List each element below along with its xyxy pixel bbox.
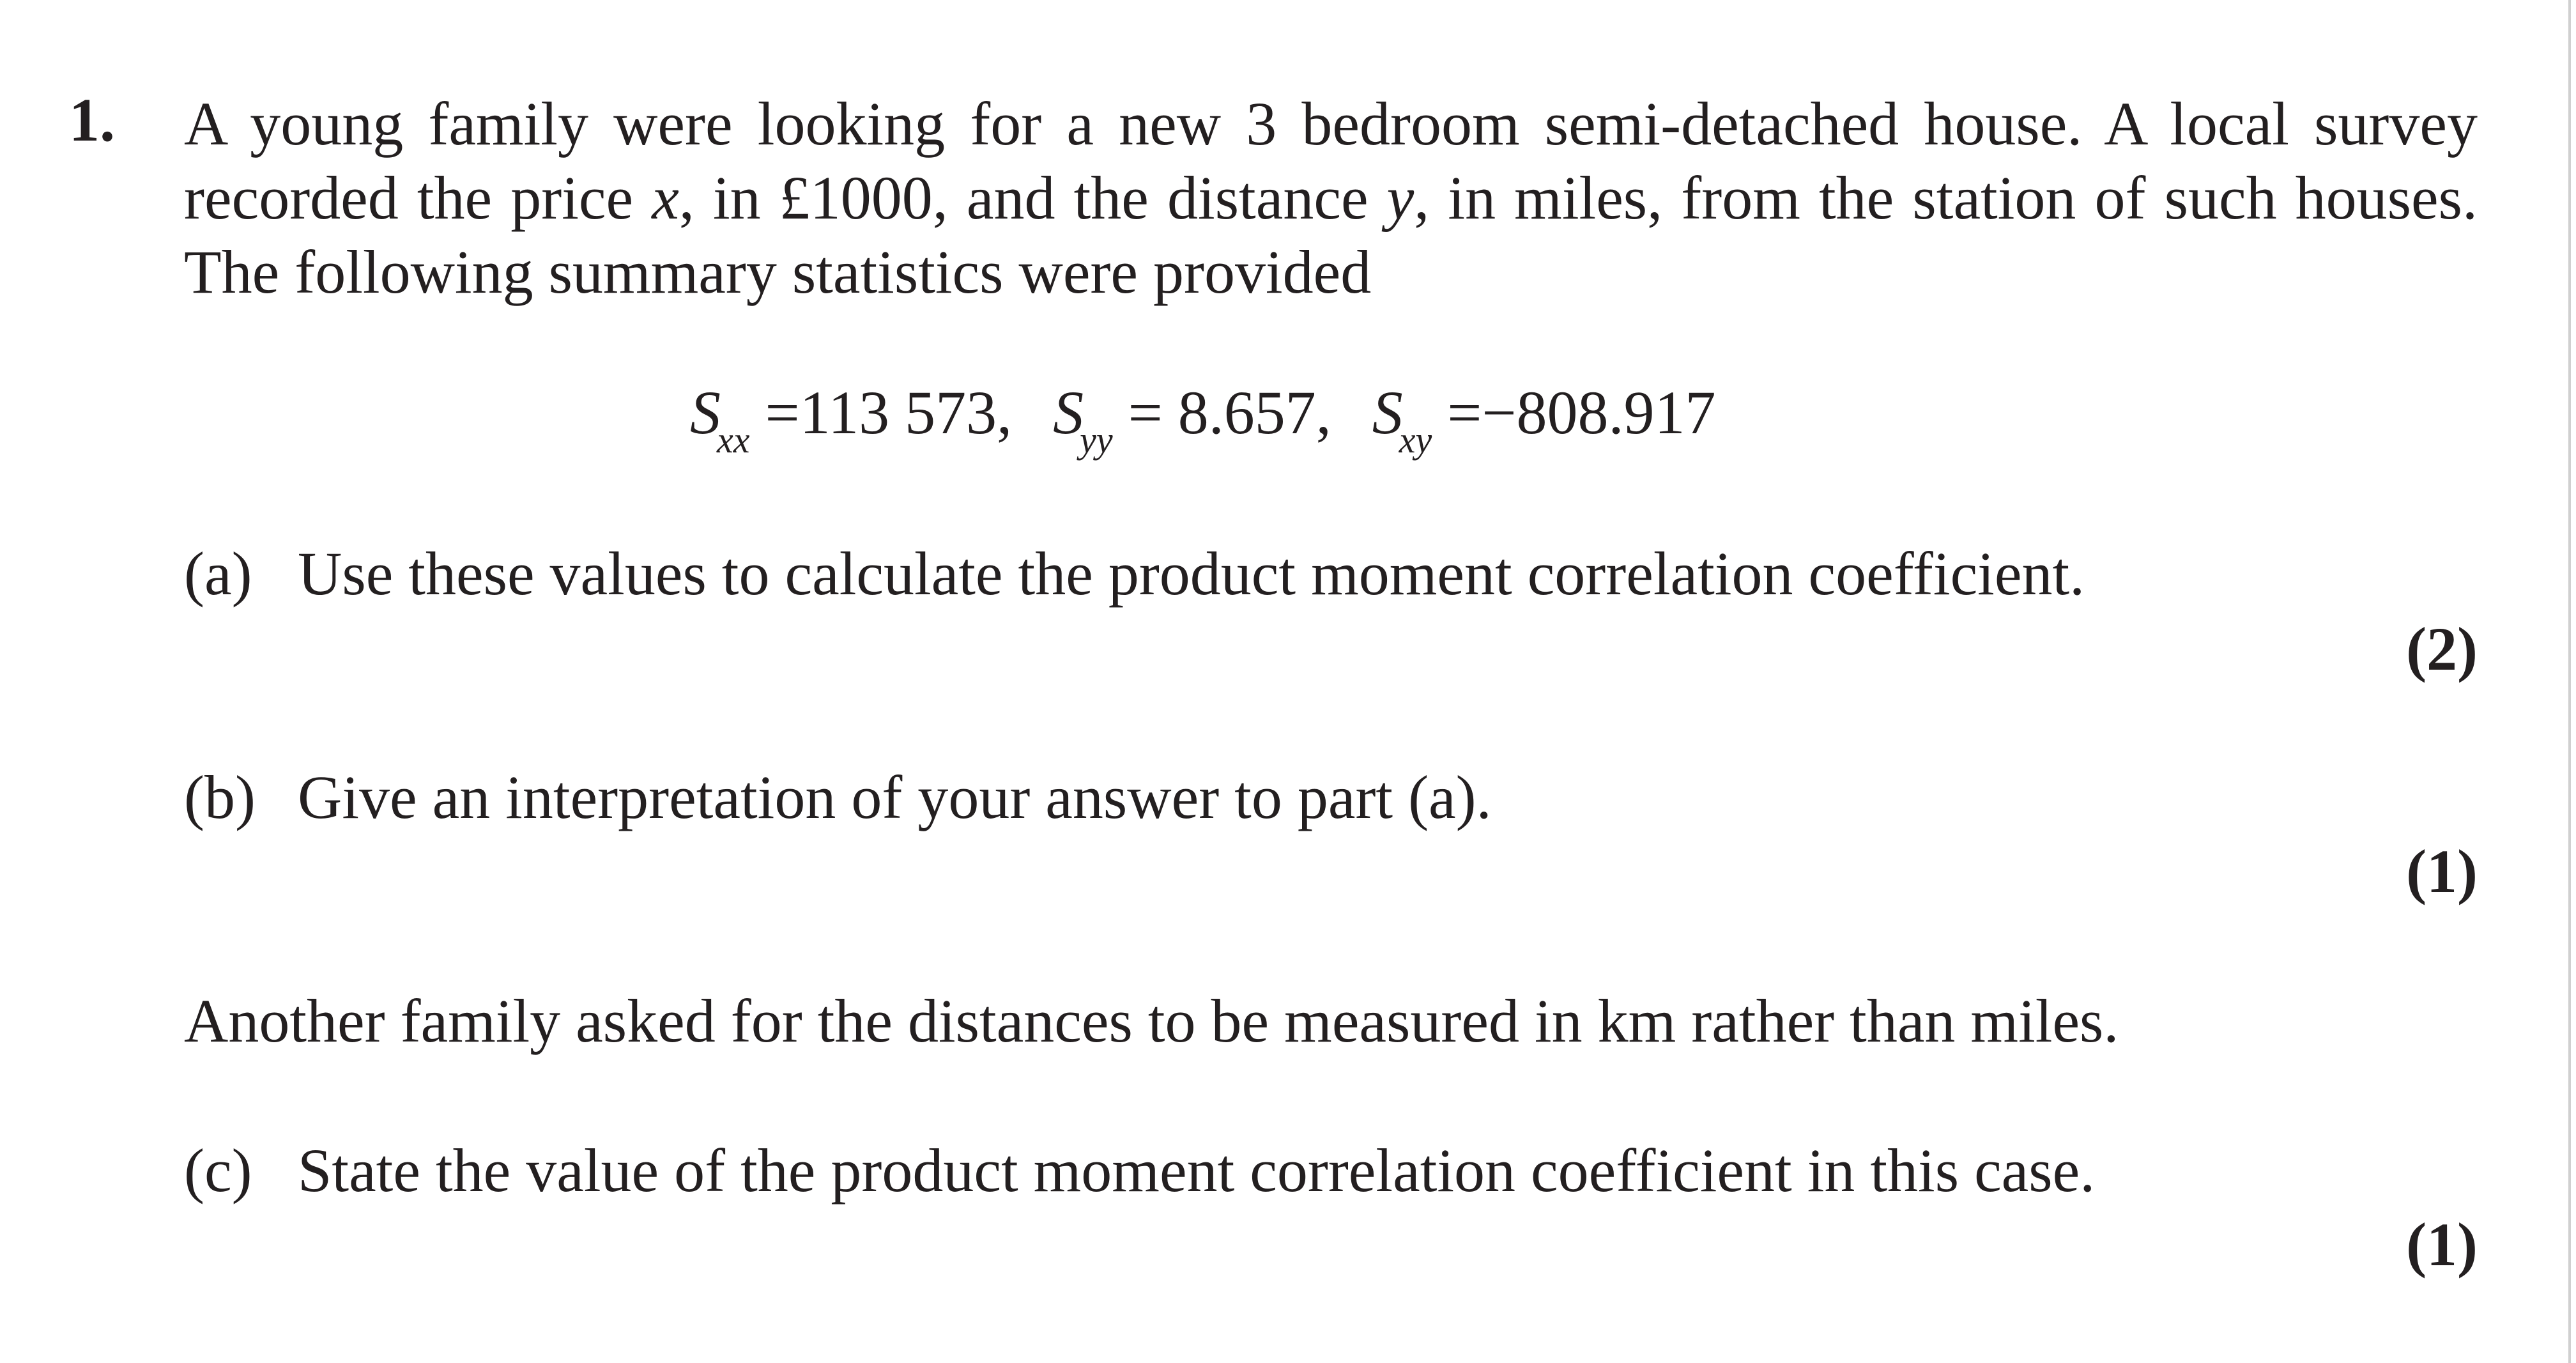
stem-text: , in miles, from the station of such houses. bbox=[1414, 164, 2478, 232]
part-b-text: Give an interpretation of your answer to part (a). bbox=[298, 763, 1492, 831]
part-b-marks: (1) bbox=[2406, 837, 2478, 905]
part-b-label: (b) bbox=[184, 763, 256, 831]
formula-subscript-xx: xx bbox=[717, 419, 750, 461]
stem-text: recorded the price bbox=[184, 164, 652, 232]
question-number: 1. bbox=[69, 86, 115, 154]
variable-y: y bbox=[1386, 164, 1414, 232]
stem-text: , in £1000, and the distance bbox=[678, 164, 1387, 232]
variable-x: x bbox=[652, 164, 679, 232]
part-a-label: (a) bbox=[184, 539, 252, 608]
part-c-marks: (1) bbox=[2406, 1210, 2478, 1279]
page-edge-divider bbox=[2568, 0, 2571, 1363]
formula-symbol-syy: S bbox=[1053, 378, 1084, 447]
formula-value-sxy: =−808.917 bbox=[1432, 378, 1716, 447]
part-c-label: (c) bbox=[184, 1136, 252, 1205]
summary-statistics-formula bbox=[690, 376, 1716, 461]
question-stem-line-3: The following summary statistics were provided bbox=[184, 238, 1372, 306]
question-stem-line-2 bbox=[184, 161, 2478, 235]
part-a-text: Use these values to calculate the product moment correlation coefficient. bbox=[298, 539, 2085, 608]
formula-subscript-xy: xy bbox=[1399, 419, 1432, 461]
formula-value-sxx: =113 573, bbox=[749, 378, 1013, 447]
formula-subscript-yy: yy bbox=[1080, 419, 1113, 461]
part-c-text: State the value of the product moment correlation coefficient in this case. bbox=[298, 1136, 2096, 1205]
formula-symbol-sxy: S bbox=[1372, 378, 1403, 447]
formula-value-syy: = 8.657, bbox=[1112, 378, 1331, 447]
formula-symbol-sxx: S bbox=[690, 378, 721, 447]
part-a-marks: (2) bbox=[2406, 615, 2478, 683]
question-stem-line-1: A young family were looking for a new 3 bedroom semi-detached house. A local survey bbox=[184, 89, 2478, 158]
interlude-text: Another family asked for the distances to be measured in km rather than miles. bbox=[184, 987, 2119, 1055]
